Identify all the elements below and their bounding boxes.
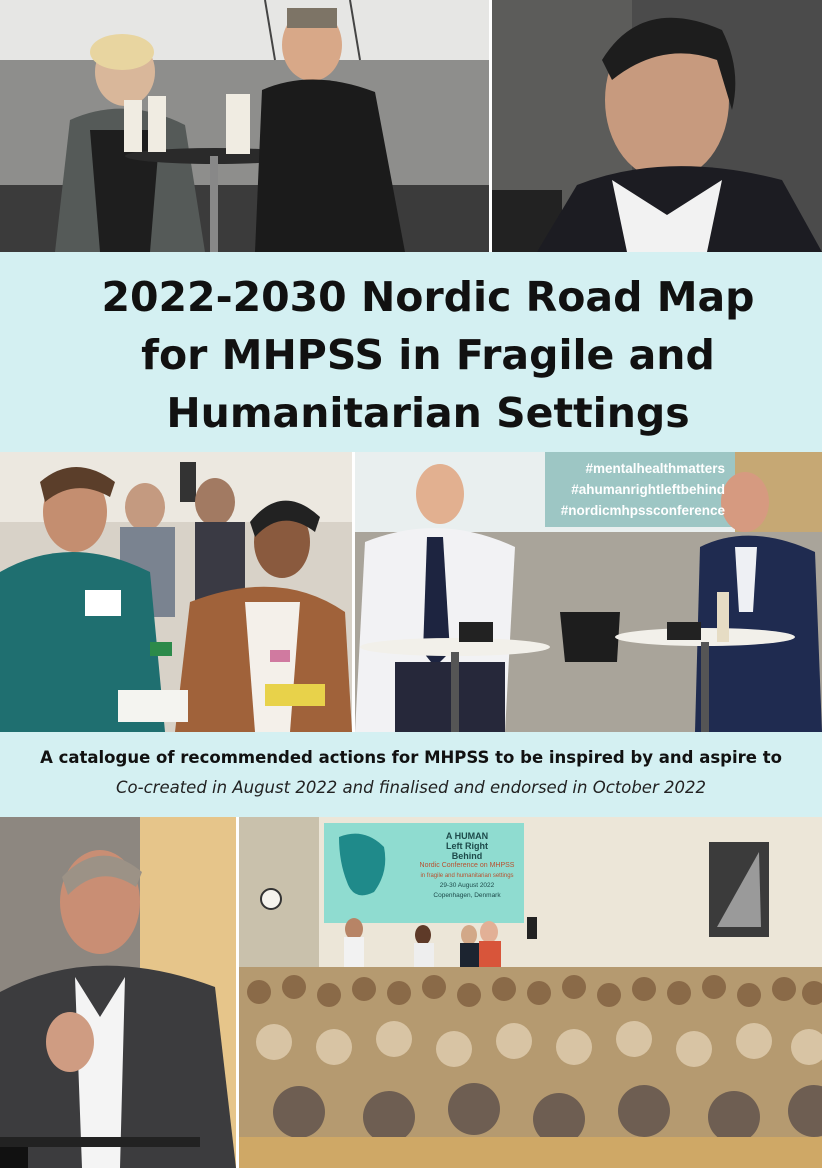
report-title [0, 268, 822, 442]
photo-participants-activity [0, 452, 352, 732]
screen-brand-c: Behind [451, 851, 483, 861]
hashtag-block [545, 458, 725, 521]
hashtag-mental-health: #mentalhealthmatters [585, 461, 725, 476]
screen-conf-line-2: in fragile and humanitarian settings [420, 873, 514, 879]
photo-speaker-closeup [492, 0, 822, 252]
screen-conf-line-1: Nordic Conference on MHPSS [419, 862, 515, 869]
photo-conference-audience [239, 817, 822, 1168]
hashtag-conference: #nordicmhpssconference [560, 503, 725, 518]
photo-speaker-gesturing [0, 817, 236, 1168]
title-band [0, 252, 822, 452]
title-line-2: for MHPSS in Fragile and [141, 331, 715, 379]
dates-statement: Co-created in August 2022 and finalised and endorsed in October 2022 [116, 778, 706, 797]
hashtag-human-right: #ahumanrightleftbehind [571, 482, 725, 497]
screen-brand-a: A HUMAN [445, 831, 489, 841]
screen-brand-b: Left Right [446, 841, 488, 851]
projection-screen-text [413, 831, 521, 901]
photo-speakers-hashtags [355, 452, 822, 732]
screen-conf-line-4: Copenhagen, Denmark [433, 892, 501, 899]
photo-panel-speakers [0, 0, 489, 252]
screen-conf-line-3: 29-30 August 2022 [439, 882, 495, 889]
subtitle-band [0, 732, 822, 817]
title-line-3: Humanitarian Settings [166, 389, 690, 437]
title-line-1: 2022-2030 Nordic Road Map [101, 273, 755, 321]
catalogue-tagline: A catalogue of recommended actions for MHPSS to be inspired by and aspire to [40, 748, 782, 767]
